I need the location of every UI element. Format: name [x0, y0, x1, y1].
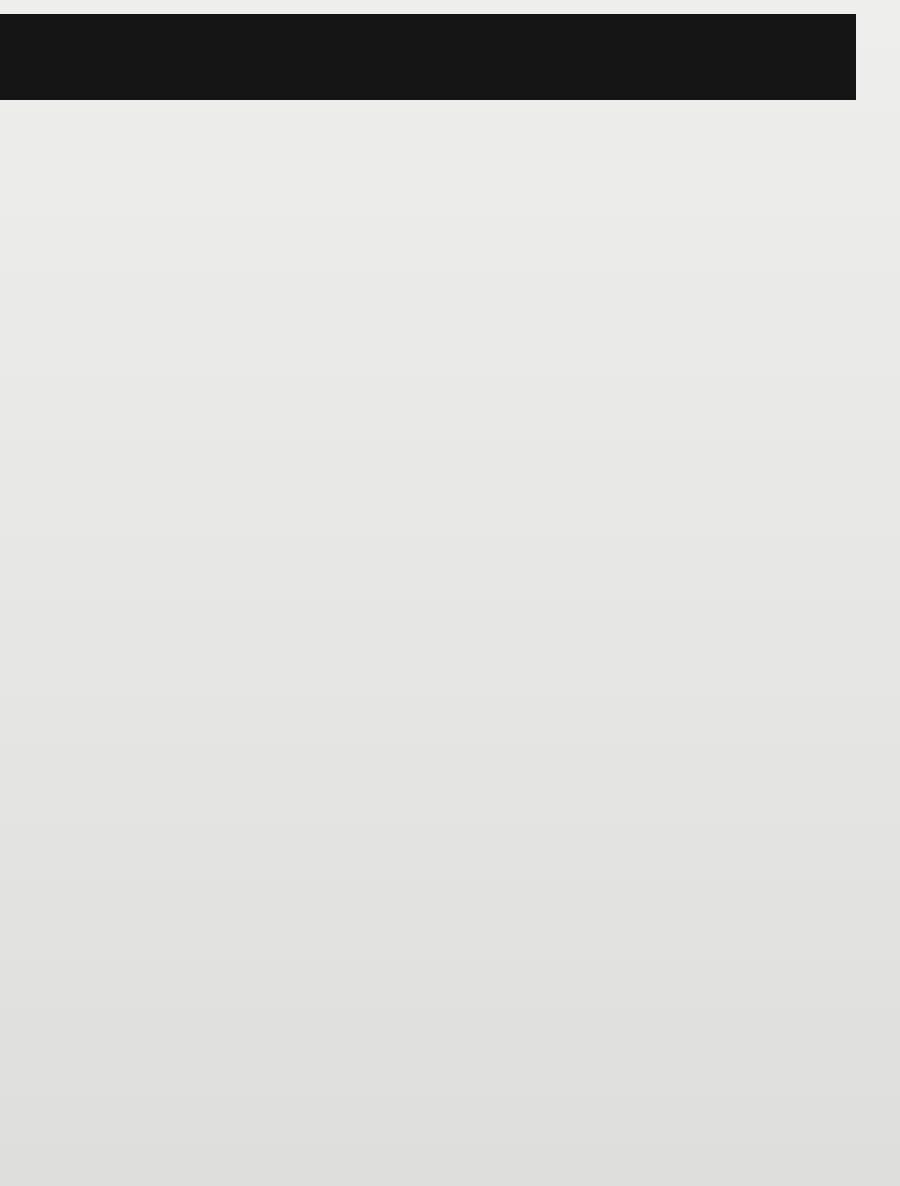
title-bar: [0, 14, 856, 100]
teachers-notes-item[interactable]: [470, 656, 876, 682]
front-matter-item[interactable]: [40, 160, 57, 186]
front-matter-item[interactable]: [40, 124, 57, 150]
page-footer: [22, 1136, 28, 1153]
